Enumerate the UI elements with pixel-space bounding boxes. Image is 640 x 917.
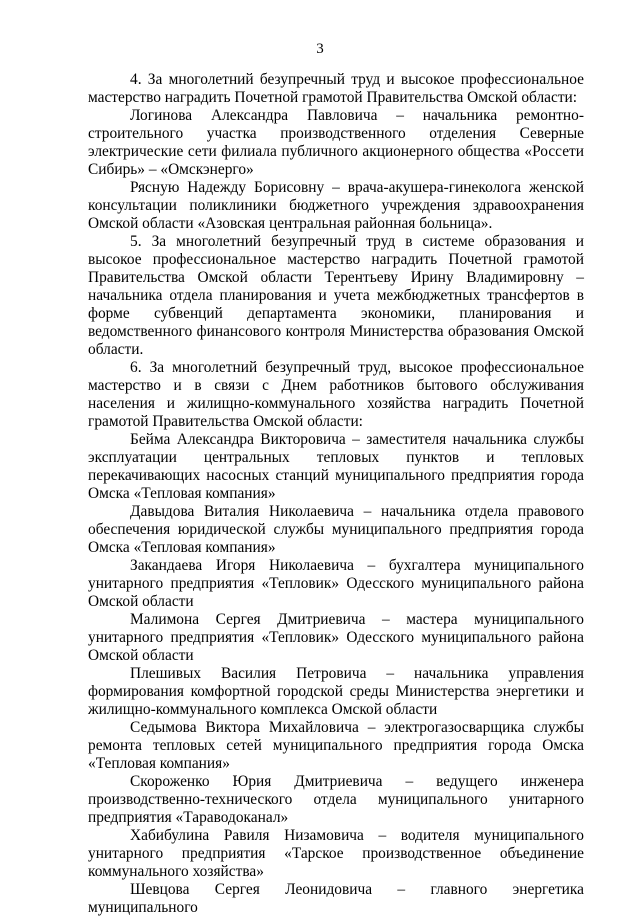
paragraph-awardee-zakandaev: Закандаева Игоря Николаевича – бухгалтера муниципального унитарного предприятия «Тепловик» Одесского муниципального района Омской области — [88, 557, 584, 610]
paragraph-awardee-skorozhenko: Скороженко Юрия Дмитриевича – ведущего инженера производственно-технического отдела муниципального унитарного предприятия «Тараводоканал» — [88, 773, 584, 826]
paragraph-awardee-khabibulin: Хабибулина Равиля Низамовича – водителя муниципального унитарного предприятия «Тарское производственное объединение коммунального хозяйства» — [88, 827, 584, 880]
paragraph-award-item-4: 4. За многолетний безупречный труд и высокое профессиональное мастерство наградить Почетной грамотой Правительства Омской области: — [88, 71, 584, 106]
page-number: 3 — [316, 41, 324, 57]
paragraph-awardee-loginov: Логинова Александра Павловича – начальника ремонтно-строительного участка производственного отделения Северные электрические сети филиала публичного акционерного общества «Россети Сибирь» – «Омскэнерго» — [88, 107, 584, 178]
paragraph-awardee-sedymov: Седымова Виктора Михайловича – электрогазосварщика службы ремонта тепловых сетей муниципального предприятия города Омска «Тепловая компания» — [88, 719, 584, 772]
paragraph-awardee-malimon: Малимона Сергея Дмитриевича – мастера муниципального унитарного предприятия «Тепловик» Одесского муниципального района Омской области — [88, 611, 584, 664]
paragraph-award-item-6: 6. За многолетний безупречный труд, высокое профессиональное мастерство и в связи с Днем работников бытового обслуживания населения и жилищно-коммунального хозяйства наградить Почетной грамотой Правительства Омской области: — [88, 359, 584, 430]
paragraph-awardee-pleshivykh: Плешивых Василия Петровича – начальника управления формирования комфортной городской среды Министерства энергетики и жилищно-коммунального комплекса Омской области — [88, 665, 584, 718]
paragraph-awardee-beim: Бейма Александра Викторовича – заместителя начальника службы эксплуатации центральных тепловых пунктов и тепловых перекачивающих насосных станций муниципального предприятия города Омска «Тепловая компания» — [88, 431, 584, 502]
paragraph-awardee-shevtsov: Шевцова Сергея Леонидовича – главного энергетика муниципального — [88, 881, 584, 916]
document-body — [88, 71, 584, 917]
paragraph-awardee-davydov: Давыдова Виталия Николаевича – начальника отдела правового обеспечения юридической службы муниципального предприятия города Омска «Тепловая компания» — [88, 503, 584, 556]
paragraph-awardee-ryasnaya: Рясную Надежду Борисовну – врача-акушера-гинеколога женской консультации поликлиники бюджетного учреждения здравоохранения Омской области «Азовская центральная районная больница». — [88, 179, 584, 232]
paragraph-award-item-5: 5. За многолетний безупречный труд в системе образования и высокое профессиональное мастерство наградить Почетной грамотой Правительства Омской области Терентьеву Ирину Владимировну – начальника отдела планирования и учета межбюджетных трансфертов в форме субвенций департамента экономики, планирования и ведомственного финансового контроля Министерства образования Омской области. — [88, 233, 584, 358]
